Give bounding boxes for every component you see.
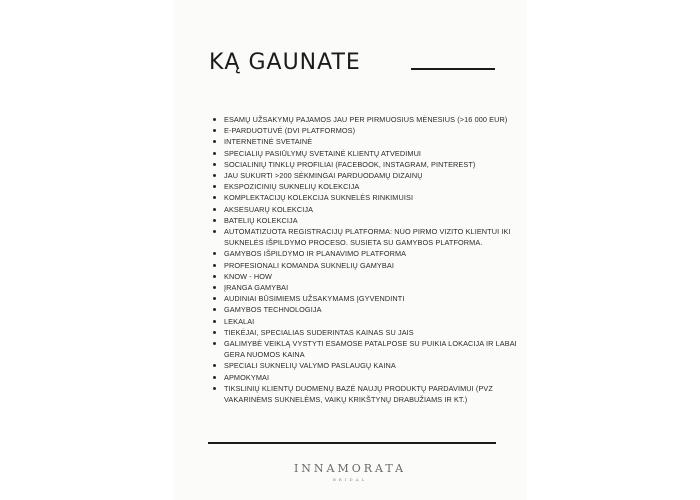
bullet-icon xyxy=(213,297,216,300)
list-item-text: KNOW - HOW xyxy=(224,271,273,281)
list-item xyxy=(211,383,501,405)
bullet-icon xyxy=(213,118,216,121)
bullet-icon xyxy=(213,264,216,267)
bullet-icon xyxy=(213,342,216,345)
list-item xyxy=(211,192,501,203)
bullet-icon xyxy=(213,320,216,323)
list-item-text: AUTOMATIZUOTA REGISTRACIJŲ PLATFORMA: NUO PIRMO VIZITO KLIENTUI IKI xyxy=(224,227,511,237)
bullet-icon xyxy=(213,286,216,289)
list-item-text: TIEKĖJAI, SPECIALIAS SUDERINTAS KAINAS SU JAIS xyxy=(224,327,414,337)
document-page xyxy=(173,0,527,500)
list-item-text: GAMYBOS IŠPILDYMO IR PLANAVIMO PLATFORMA xyxy=(224,249,407,259)
list-item xyxy=(211,114,508,125)
list-item-text: GERA NUOMOS KAINA xyxy=(224,350,305,360)
list-item xyxy=(211,282,501,293)
list-item xyxy=(211,316,501,327)
bullet-icon xyxy=(213,174,216,177)
list-item-text: SPECIALIŲ PASIŪLYMŲ SVETAINĖ KLIENTŲ ATVEDIMUI xyxy=(224,148,422,158)
list-item-text: GALIMYBĖ VEIKLĄ VYSTYTI ESAMOSE PATALPOSE SU PUIKIA LOKACIJA IR LABAI xyxy=(224,339,517,349)
list-item-text: ĮRANGA GAMYBAI xyxy=(224,283,289,293)
list-item-text: ESAMŲ UŽSAKYMŲ PAJAMOS JAU PER PIRMUOSIUS MĖNESIUS (>16 000 EUR) xyxy=(224,115,508,124)
list-item xyxy=(211,304,501,315)
bullet-icon xyxy=(213,364,216,367)
list-item-text: SUKNELĖS IŠPILDYMO PROCESO. SUSIETA SU GAMYBOS PLATFORMA. xyxy=(224,238,483,248)
list-item xyxy=(211,204,501,215)
list-item-text: TIKSLINIŲ KLIENTŲ DUOMENŲ BAZĖ NAUJŲ PRODUKTŲ PARDAVIMUI (PVZ xyxy=(224,383,493,393)
list-item xyxy=(211,226,511,248)
list-item-text: AUDINIAI BŪSIMIEMS UŽSAKYMAMS ĮGYVENDINTI xyxy=(224,294,405,304)
bullet-icon xyxy=(213,219,216,222)
list-item xyxy=(211,338,517,360)
list-item xyxy=(211,260,501,271)
list-item xyxy=(211,181,501,192)
bullet-icon xyxy=(213,252,216,255)
list-item-text: VAKARINĖMS SUKNELĖMS, VAIKŲ KRIKŠTYNŲ DRABUŽIAMS IR KT.) xyxy=(224,395,468,405)
bullet-icon xyxy=(213,387,216,390)
list-item-text: EKSPOZICINIŲ SUKNELIŲ KOLEKCIJA xyxy=(224,182,360,192)
list-item xyxy=(211,271,501,282)
list-item xyxy=(211,136,501,147)
list-item-text: JAU SUKURTI >200 SĖKMINGAI PARDUODAMŲ DIZAINŲ xyxy=(224,171,423,181)
bullet-icon xyxy=(213,308,216,311)
list-item xyxy=(211,248,501,259)
title-divider xyxy=(411,68,495,70)
list-item xyxy=(211,372,501,383)
list-item xyxy=(211,159,501,170)
list-item xyxy=(211,125,501,136)
bullet-icon xyxy=(213,331,216,334)
list-item-text: APMOKYMAI xyxy=(224,372,270,382)
bullet-icon xyxy=(213,140,216,143)
page-title: KĄ GAUNATE xyxy=(209,50,361,75)
list-item-text: GAMYBOS TECHNOLOGIJA xyxy=(224,305,322,315)
list-item-text: AKSESUARŲ KOLEKCIJA xyxy=(224,204,314,214)
brand-logo-name: INNAMORATA xyxy=(293,462,407,475)
list-item xyxy=(211,170,501,181)
footer-divider xyxy=(208,442,496,444)
bullet-icon xyxy=(213,376,216,379)
list-item xyxy=(211,360,501,371)
bullet-icon xyxy=(213,230,216,233)
list-item xyxy=(211,293,501,304)
bullet-icon xyxy=(213,208,216,211)
bullet-icon xyxy=(213,196,216,199)
list-item xyxy=(211,327,501,338)
list-item-text: INTERNETINĖ SVETAINĖ xyxy=(224,137,313,147)
list-item-text: E-PARDUOTUVĖ (DVI PLATFORMOS) xyxy=(224,126,356,136)
list-item-text: PROFESIONALI KOMANDA SUKNELIŲ GAMYBAI xyxy=(224,260,394,270)
list-item-text: LEKALAI xyxy=(224,316,255,326)
list-item xyxy=(211,215,501,226)
list-item-text: BATELIŲ KOLEKCIJA xyxy=(224,215,298,225)
bullet-icon xyxy=(213,152,216,155)
benefits-list xyxy=(211,114,517,405)
list-item-text: SPECIALI SUKNELIŲ VALYMO PASLAUGŲ KAINA xyxy=(224,361,396,371)
bullet-icon xyxy=(213,163,216,166)
list-item xyxy=(211,148,501,159)
list-item-text: KOMPLEKTACIJŲ KOLEKCIJA SUKNELĖS RINKIMUISI xyxy=(224,193,414,203)
bullet-icon xyxy=(213,185,216,188)
brand-logo-subtitle: BRIDAL xyxy=(332,477,368,482)
bullet-icon xyxy=(213,275,216,278)
bullet-icon xyxy=(213,129,216,132)
list-item-text: SOCIALINIŲ TINKLŲ PROFILIAI (FACEBOOK, INSTAGRAM, PINTEREST) xyxy=(224,159,476,169)
